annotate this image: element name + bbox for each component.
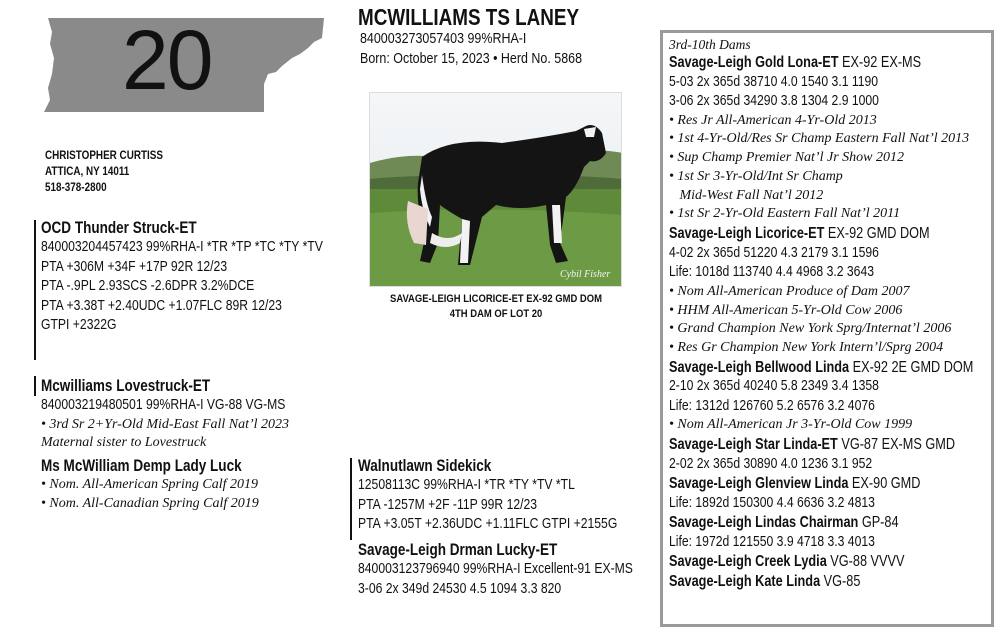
dam-entry-note: • 1st 4-Yr-Old/Res Sr Champ Eastern Fall Nat’l 2013 xyxy=(669,131,970,147)
photo-caption-line2: 4TH DAM OF LOT 20 xyxy=(449,308,543,320)
dams-box-heading: 3rd-10th Dams xyxy=(669,37,751,52)
consignor-info xyxy=(45,148,163,196)
photographer-signature: Cybil Fisher xyxy=(560,269,611,280)
dam-entry-record: Life: 1972d 121550 3.9 4718 3.3 4013 xyxy=(669,533,875,550)
dam-entry-record: Life: 1892d 150300 4.4 6636 3.2 4813 xyxy=(669,494,875,511)
dam-entry-name: Savage-Leigh Star Linda-ET xyxy=(669,436,838,454)
dam-entry-name: Savage-Leigh Gold Lona-ET xyxy=(669,54,839,71)
dams-box-content xyxy=(669,36,1000,591)
dam-entry-note: • Grand Champion New York Sprg/Internat’l 2006 xyxy=(669,321,952,337)
dam-entry-header xyxy=(669,552,973,572)
dam-entry-note: • Res Jr All-American 4-Yr-Old 2013 xyxy=(669,112,877,128)
dam-entry-name: Savage-Leigh Kate Linda xyxy=(669,572,821,590)
dam-entry-note: • Nom All-American Produce of Dam 2007 xyxy=(669,283,910,299)
dam-entry-record: 3-06 2x 365d 34290 3.8 1304 2.9 1000 xyxy=(669,93,879,109)
sire-line: PTA +306M +34F +17P 92R 12/23 xyxy=(41,258,228,275)
sire-block xyxy=(41,218,377,336)
cow-photo xyxy=(369,92,622,287)
dam-entry-note: • Sup Champ Premier Nat’l Jr Show 2012 xyxy=(669,150,904,166)
dam-entry-header xyxy=(669,53,973,73)
animal-name: MCWILLIAMS TS LANEY xyxy=(358,4,580,30)
dam-entry-header xyxy=(669,513,973,533)
granddam-line: 840003123796940 99%RHA-I Excellent-91 EX-MS xyxy=(358,561,633,577)
granddam-block xyxy=(358,540,685,599)
cow-photo-illustration xyxy=(370,93,622,287)
dam-note: • 3rd Sr 2+Yr-Old Mid-East Fall Nat’l 2023 xyxy=(41,416,290,432)
dam-block xyxy=(41,376,332,453)
consignor-address: ATTICA, NY 14011 xyxy=(45,166,130,178)
dam-entry-name: Savage-Leigh Creek Lydia xyxy=(669,553,827,571)
dam-entry-header xyxy=(669,435,973,455)
dam-name: Mcwilliams Lovestruck-ET xyxy=(41,377,211,395)
dam-entry-classification: GP-84 xyxy=(858,514,899,532)
dam-entry-record: 4-02 2x 365d 51220 4.3 2179 3.1 1596 xyxy=(669,244,879,261)
dam-entry-header xyxy=(669,358,973,378)
dam-entry-header xyxy=(669,224,973,244)
dam-sire-line: PTA +3.05T +2.36UDC +1.11FLC GTPI +2155G xyxy=(358,516,618,532)
sire-bracket xyxy=(34,220,36,360)
dam-entry-header xyxy=(669,474,973,494)
dam-entry-classification: VG-85 xyxy=(820,572,861,590)
dam-entry-note: • 1st Sr 2-Yr-Old Eastern Fall Nat’l 2011 xyxy=(669,206,901,222)
dam-entry-name: Savage-Leigh Glenview Linda xyxy=(669,475,849,493)
dam-entry-classification: EX-92 EX-MS xyxy=(838,54,922,71)
dam-sire-bracket xyxy=(350,458,352,540)
dam-entry-note: • 1st Sr 3-Yr-Old/Int Sr Champ xyxy=(669,168,843,184)
granddam-name: Savage-Leigh Drman Lucky-ET xyxy=(358,541,558,559)
maternal-sister-block xyxy=(41,456,286,513)
sire-line: 840003204457423 99%RHA-I *TR *TP *TC *TY *TV xyxy=(41,239,323,255)
dam-entry-header xyxy=(669,572,973,592)
dam-entry-record: 5-03 2x 365d 38710 4.0 1540 3.1 1190 xyxy=(669,73,879,90)
dam-entry-record: Life: 1312d 126760 5.2 6576 3.2 4076 xyxy=(669,397,875,414)
dam-sire-block xyxy=(358,456,667,535)
maternal-sister-note: • Nom. All-Canadian Spring Calf 2019 xyxy=(41,495,259,511)
dam-bracket xyxy=(34,376,36,396)
maternal-sister-name: Ms McWilliam Demp Lady Luck xyxy=(41,457,242,475)
consignor-name: CHRISTOPHER CURTISS xyxy=(45,150,163,162)
dam-note: Maternal sister to Lovestruck xyxy=(41,435,207,450)
animal-registration: 840003273057403 99%RHA-I xyxy=(360,31,527,47)
dam-entry-record: 2-10 2x 365d 40240 5.8 2349 3.4 1358 xyxy=(669,378,879,395)
animal-birth-info: Born: October 15, 2023 • Herd No. 5868 xyxy=(360,51,583,67)
dam-sire-line: 12508113C 99%RHA-I *TR *TY *TV *TL xyxy=(358,477,575,493)
dam-sire-name: Walnutlawn Sidekick xyxy=(358,457,492,475)
dam-entry-classification: VG-88 VVVV xyxy=(826,553,905,571)
dam-entry-classification: VG-87 EX-MS GMD xyxy=(837,436,956,454)
maternal-sister-note: • Nom. All-American Spring Calf 2019 xyxy=(41,477,258,492)
dams-entries xyxy=(669,53,1000,591)
dam-entry-name: Savage-Leigh Licorice-ET xyxy=(669,225,825,243)
dam-entry-record: Life: 1018d 113740 4.4 4968 3.2 3643 xyxy=(669,264,874,281)
dam-line: 840003219480501 99%RHA-I VG-88 VG-MS xyxy=(41,397,286,413)
dam-entry-classification: EX-92 GMD DOM xyxy=(824,225,930,243)
dam-entry-note: • Res Gr Champion New York Intern’l/Sprg 2004 xyxy=(669,340,944,356)
dam-entry-note: Mid-West Fall Nat’l 2012 xyxy=(669,187,824,203)
sire-line: PTA -.9PL 2.93SCS -2.6DPR 3.2%DCE xyxy=(41,278,255,294)
photo-caption xyxy=(372,292,620,322)
photo-caption-line1: SAVAGE-LEIGH LICORICE-ET EX-92 GMD DOM xyxy=(390,293,602,305)
dam-entry-classification: EX-90 GMD xyxy=(848,475,921,493)
consignor-phone: 518-378-2800 xyxy=(45,182,107,194)
sire-name: OCD Thunder Struck-ET xyxy=(41,219,197,237)
dam-entry-name: Savage-Leigh Lindas Chairman xyxy=(669,514,859,532)
dam-entry-note: • Nom All-American Jr 3-Yr-Old Cow 1999 xyxy=(669,417,913,433)
sire-line: GTPI +2322G xyxy=(41,317,117,333)
dam-entry-note: • HHM All-American 5-Yr-Old Cow 2006 xyxy=(669,302,903,318)
dam-sire-line: PTA -1257M +2F -11P 99R 12/23 xyxy=(358,496,538,513)
lot-number: 20 xyxy=(122,13,212,107)
dam-entry-classification: EX-92 2E GMD DOM xyxy=(849,358,974,376)
dam-entry-name: Savage-Leigh Bellwood Linda xyxy=(669,358,850,376)
sire-line: PTA +3.38T +2.40UDC +1.07FLC 89R 12/23 xyxy=(41,297,282,314)
granddam-line: 3-06 2x 349d 24530 4.5 1094 3.3 820 xyxy=(358,580,562,597)
dam-entry-record: 2-02 2x 365d 30890 4.0 1236 3.1 952 xyxy=(669,455,873,472)
